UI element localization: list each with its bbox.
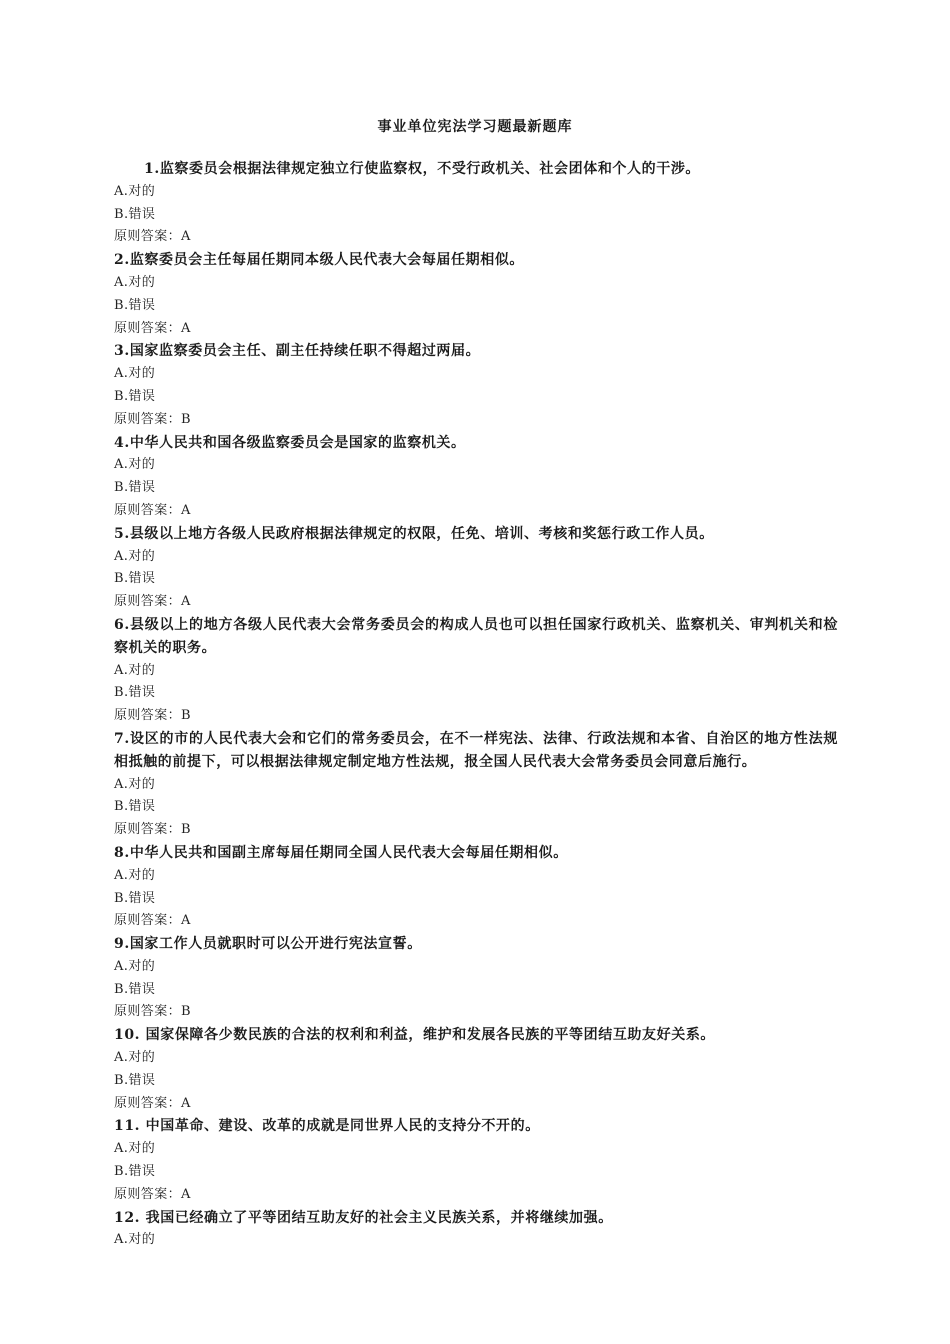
question-item: [114, 1207, 838, 1253]
option-b: B.错误: [114, 890, 156, 906]
question-text: 6.县级以上的地方各级人民代表大会常务委员会的构成人员也可以担任国家行政机关、监察机关、审判机关和检察机关的职务。: [114, 616, 838, 656]
option-a: A.对的: [114, 366, 156, 382]
question-item: [114, 1024, 838, 1115]
question-item: [114, 933, 838, 1024]
question-item: [114, 158, 838, 249]
option-b: B.错误: [114, 1072, 156, 1088]
option-a: A.对的: [114, 958, 156, 974]
question-text: 11. 中国革命、建设、改革的成就是同世界人民的支持分不开的。: [114, 1118, 540, 1135]
standard-answer: 原则答案：A: [114, 502, 191, 518]
option-b: B.错误: [114, 297, 156, 313]
question-text: 12. 我国已经确立了平等团结互助友好的社会主义民族关系，并将继续加强。: [114, 1209, 613, 1226]
document-title: 事业单位宪法学习题最新题库: [377, 119, 573, 135]
option-a: A.对的: [114, 662, 156, 678]
question-text: 7.设区的市的人民代表大会和它们的常务委员会，在不一样宪法、法律、行政法规和本省、自治区的地方性法规相抵触的前提下，可以根据法律规定制定地方性法规，报全国人民代表大会常务委员会同意后施行。: [114, 730, 838, 770]
standard-answer: 原则答案：B: [114, 1004, 191, 1020]
option-b: B.错误: [114, 685, 156, 701]
standard-answer: 原则答案：A: [114, 229, 191, 245]
question-text: 9.国家工作人员就职时可以公开进行宪法宣誓。: [114, 936, 422, 953]
option-a: A.对的: [114, 1232, 156, 1248]
option-b: B.错误: [114, 1164, 156, 1180]
standard-answer: 原则答案：B: [114, 822, 191, 838]
question-text: 2.监察委员会主任每届任期同本级人民代表大会每届任期相似。: [114, 252, 525, 269]
standard-answer: 原则答案：A: [114, 913, 191, 929]
option-b: B.错误: [114, 981, 156, 997]
question-item: [114, 249, 838, 340]
standard-answer: 原则答案：A: [114, 320, 191, 336]
option-b: B.错误: [114, 799, 156, 815]
question-text: 8.中华人民共和国副主席每届任期同全国人民代表大会每届任期相似。: [114, 844, 568, 861]
question-item: [114, 842, 838, 933]
question-text: 1.监察委员会根据法律规定独立行使监察权，不受行政机关、社会团体和个人的干涉。: [144, 161, 701, 177]
question-text: 5.县级以上地方各级人民政府根据法律规定的权限，任免、培训、考核和奖惩行政工作人员。: [114, 525, 714, 542]
standard-answer: 原则答案：B: [114, 411, 191, 427]
question-item: [114, 340, 838, 431]
option-a: A.对的: [114, 274, 156, 290]
question-item: [114, 432, 838, 523]
question-item: [114, 614, 838, 728]
question-item: [114, 523, 838, 614]
option-a: A.对的: [114, 867, 156, 883]
option-a: A.对的: [114, 1050, 156, 1066]
option-a: A.对的: [114, 183, 156, 199]
option-a: A.对的: [114, 548, 156, 564]
option-a: A.对的: [114, 776, 156, 792]
standard-answer: 原则答案：A: [114, 1095, 191, 1111]
standard-answer: 原则答案：A: [114, 594, 191, 610]
option-b: B.错误: [114, 388, 156, 404]
option-a: A.对的: [114, 1141, 156, 1157]
question-text: 3.国家监察委员会主任、副主任持续任职不得超过两届。: [114, 343, 481, 360]
question-item: [114, 728, 838, 842]
option-b: B.错误: [114, 571, 156, 587]
option-b: B.错误: [114, 480, 156, 496]
standard-answer: 原则答案：B: [114, 708, 191, 724]
question-text: 4.中华人民共和国各级监察委员会是国家的监察机关。: [114, 434, 466, 451]
standard-answer: 原则答案：A: [114, 1186, 191, 1202]
question-item: [114, 1115, 838, 1206]
question-text: 10. 国家保障各少数民族的合法的权利和利益，维护和发展各民族的平等团结互助友好关系。: [114, 1027, 716, 1044]
option-b: B.错误: [114, 206, 156, 222]
option-a: A.对的: [114, 457, 156, 473]
question-list: [114, 158, 838, 1252]
